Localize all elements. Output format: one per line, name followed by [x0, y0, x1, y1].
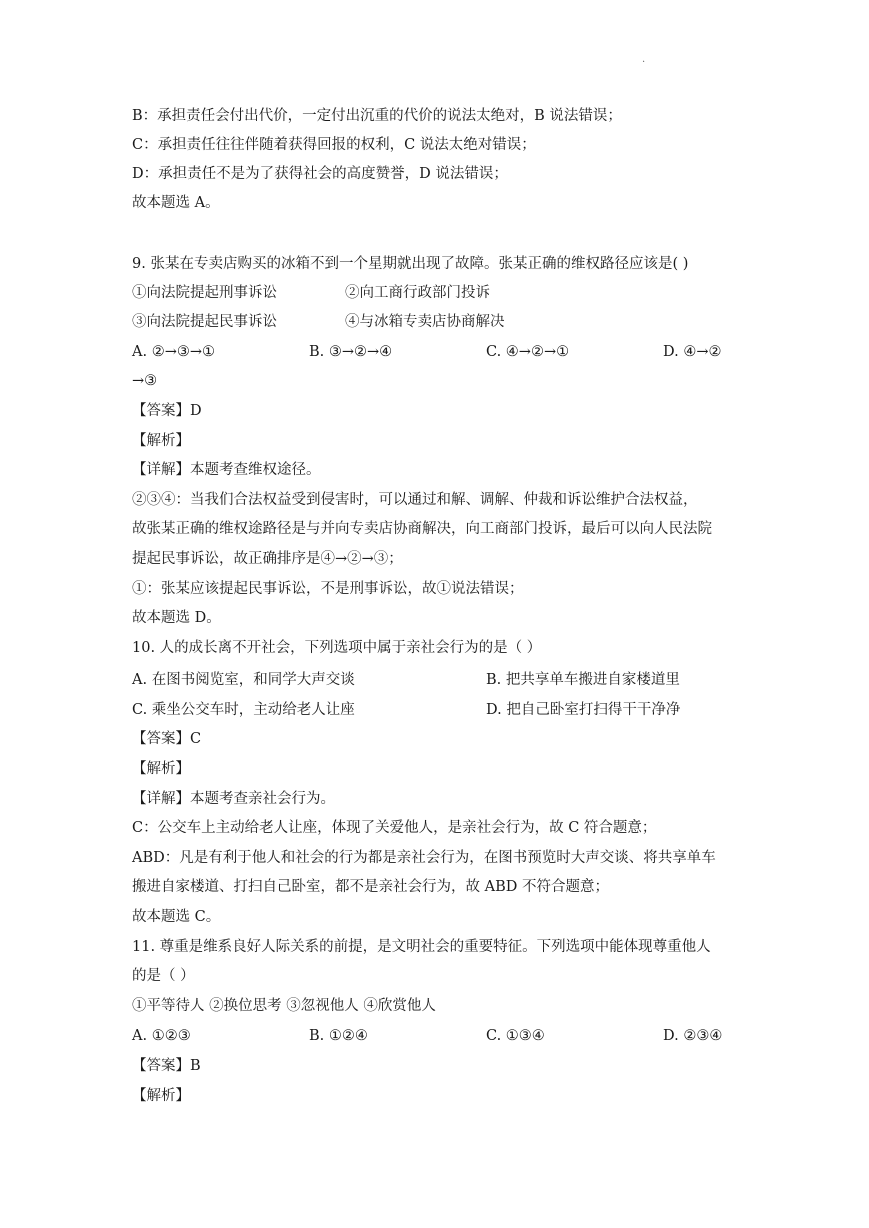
q10-option-c: C. 乘坐公交车时，主动给老人让座: [132, 702, 355, 718]
q9-item-2: ②向工商行政部门投诉: [345, 285, 490, 301]
q10-detail: 【详解】本题考查亲社会行为。: [132, 791, 335, 807]
header-mark: .: [642, 54, 646, 65]
q8-conclusion: 故本题选 A。: [132, 195, 220, 211]
q10-analysis: 【解析】: [132, 761, 190, 777]
q8-explain-b: B：承担责任会付出代价，一定付出沉重的代价的说法太绝对，B 说法错误；: [132, 108, 622, 124]
q11-analysis: 【解析】: [132, 1088, 190, 1104]
q11-stem-1: 11. 尊重是维系良好人际关系的前提，是文明社会的重要特征。下列选项中能体现尊重他人: [132, 939, 711, 955]
q9-option-d: D. ④→②: [663, 344, 722, 360]
q9-item-1: ①向法院提起刑事诉讼: [132, 285, 277, 301]
q10-option-d: D. 把自己卧室打扫得干干净净: [486, 702, 681, 718]
q9-stem: 9. 张某在专卖店购买的冰箱不到一个星期就出现了故障。张某正确的维权路径应该是( ): [132, 256, 689, 272]
q9-option-a: A. ②→③→①: [132, 344, 215, 360]
q10-conclusion: 故本题选 C。: [132, 909, 221, 925]
q9-explain-3: 提起民事诉讼，故正确排序是④→②→③；: [132, 551, 403, 567]
q10-explain-3: 搬进自家楼道、打扫自己卧室，都不是亲社会行为，故 ABD 不符合题意；: [132, 879, 609, 895]
q11-option-d: D. ②③④: [663, 1028, 723, 1044]
q10-answer: 【答案】C: [132, 731, 202, 747]
q9-item-4: ④与冰箱专卖店协商解决: [345, 314, 505, 330]
q9-option-b: B. ③→②→④: [309, 344, 393, 360]
q10-explain-2: ABD：凡是有利于他人和社会的行为都是亲社会行为，在图书预览时大声交谈、将共享单车: [132, 850, 716, 866]
q8-explain-d: D：承担责任不是为了获得社会的高度赞誉，D 说法错误；: [132, 166, 508, 182]
q9-explain-2: 故张某正确的维权途路径是与并向专卖店协商解决，向工商部门投诉，最后可以向人民法院: [132, 521, 712, 537]
q10-option-b: B. 把共享单车搬进自家楼道里: [486, 672, 680, 688]
q8-explain-c: C：承担责任往往伴随着获得回报的权利，C 说法太绝对错误；: [132, 137, 536, 153]
q11-option-c: C. ①③④: [486, 1028, 545, 1044]
q9-analysis: 【解析】: [132, 433, 190, 449]
q9-item-3: ③向法院提起民事诉讼: [132, 314, 277, 330]
q11-option-b: B. ①②④: [309, 1028, 368, 1044]
q10-explain-1: C：公交车上主动给老人让座，体现了关爱他人，是亲社会行为，故 C 符合题意；: [132, 820, 657, 836]
q11-option-a: A. ①②③: [132, 1028, 191, 1044]
q11-stem-2: 的是（ ）: [132, 968, 195, 984]
q9-explain-1: ②③④：当我们合法权益受到侵害时，可以通过和解、调解、仲裁和诉讼维护合法权益，: [132, 492, 698, 508]
q10-option-a: A. 在图书阅览室，和同学大声交谈: [132, 672, 355, 688]
q9-explain-4: ①：张某应该提起民事诉讼，不是刑事诉讼，故①说法错误；: [132, 581, 524, 597]
q9-option-c: C. ④→②→①: [486, 344, 570, 360]
q11-answer: 【答案】B: [132, 1058, 201, 1074]
q9-option-d-wrap: →③: [132, 373, 158, 389]
q9-detail: 【详解】本题考查维权途径。: [132, 462, 321, 478]
q10-stem: 10. 人的成长离不开社会，下列选项中属于亲社会行为的是（ ）: [132, 640, 542, 656]
q11-items: ①平等待人 ②换位思考 ③忽视他人 ④欣赏他人: [132, 998, 436, 1014]
q9-conclusion: 故本题选 D。: [132, 610, 221, 626]
q9-answer: 【答案】D: [132, 403, 202, 419]
